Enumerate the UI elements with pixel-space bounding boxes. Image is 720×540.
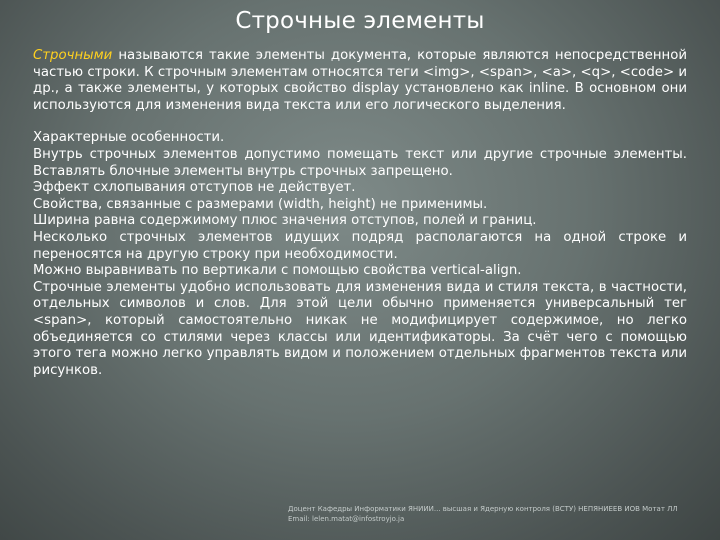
slide-title: Строчные элементы xyxy=(235,8,485,34)
feature-item: Ширина равна содержимому плюс значения отступов, полей и границ. xyxy=(33,213,537,229)
feature-item: Несколько строчных элементов идущих подряд располагаются на одной строке и переносятся на другую строку при необходимости. xyxy=(33,229,687,262)
slide-content xyxy=(33,48,687,379)
feature-item: Внутрь строчных элементов допустимо помещать текст или другие строчные элементы. Вставлять блочные элементы внутрь строчных запрещено. xyxy=(33,146,687,179)
footer-author-line: Доцент Кафедры Информатики ЯНИИИ... высшая и Ядерную контроля (ВСТУ) НЕПЯНИЕЕВ ИОВ Мотат ЛЛ xyxy=(288,505,678,513)
features-heading: Характерные особенности. xyxy=(33,130,225,146)
feature-item: Свойства, связанные с размерами (width, height) не применимы. xyxy=(33,196,488,212)
intro-paragraph xyxy=(33,48,687,114)
intro-text: называются такие элементы документа, которые являются непосредственной частью строки. К строчным элементам относятся теги <img>, <span>, <a>, <q>, <code> и др., а также элементы, у которых свойство display установлено как inline. В основном они используются для изменения вида текста или его логического выделения. xyxy=(33,48,687,113)
feature-item: Строчные элементы удобно использовать для изменения вида и стиля текста, в частности, отдельных символов и слов. Для этой цели обычно применяется универсальный тег <span>, который самостоятельно никак не модифицирует содержимое, но легко объединяется со стилями через классы или идентификаторы. За счёт чего с помощью этого тега можно легко управлять видом и положением отдельных фрагментов текста или рисунков. xyxy=(33,279,687,378)
feature-item: Можно выравнивать по вертикали с помощью свойства vertical-align. xyxy=(33,263,522,279)
feature-item: Эффект схлопывания отступов не действует. xyxy=(33,180,356,196)
footer-email-line: Email: lelen.matat@infostroyjo.ja xyxy=(288,514,405,523)
intro-emphasis: Строчными xyxy=(33,48,113,63)
slide-footer xyxy=(288,505,708,524)
